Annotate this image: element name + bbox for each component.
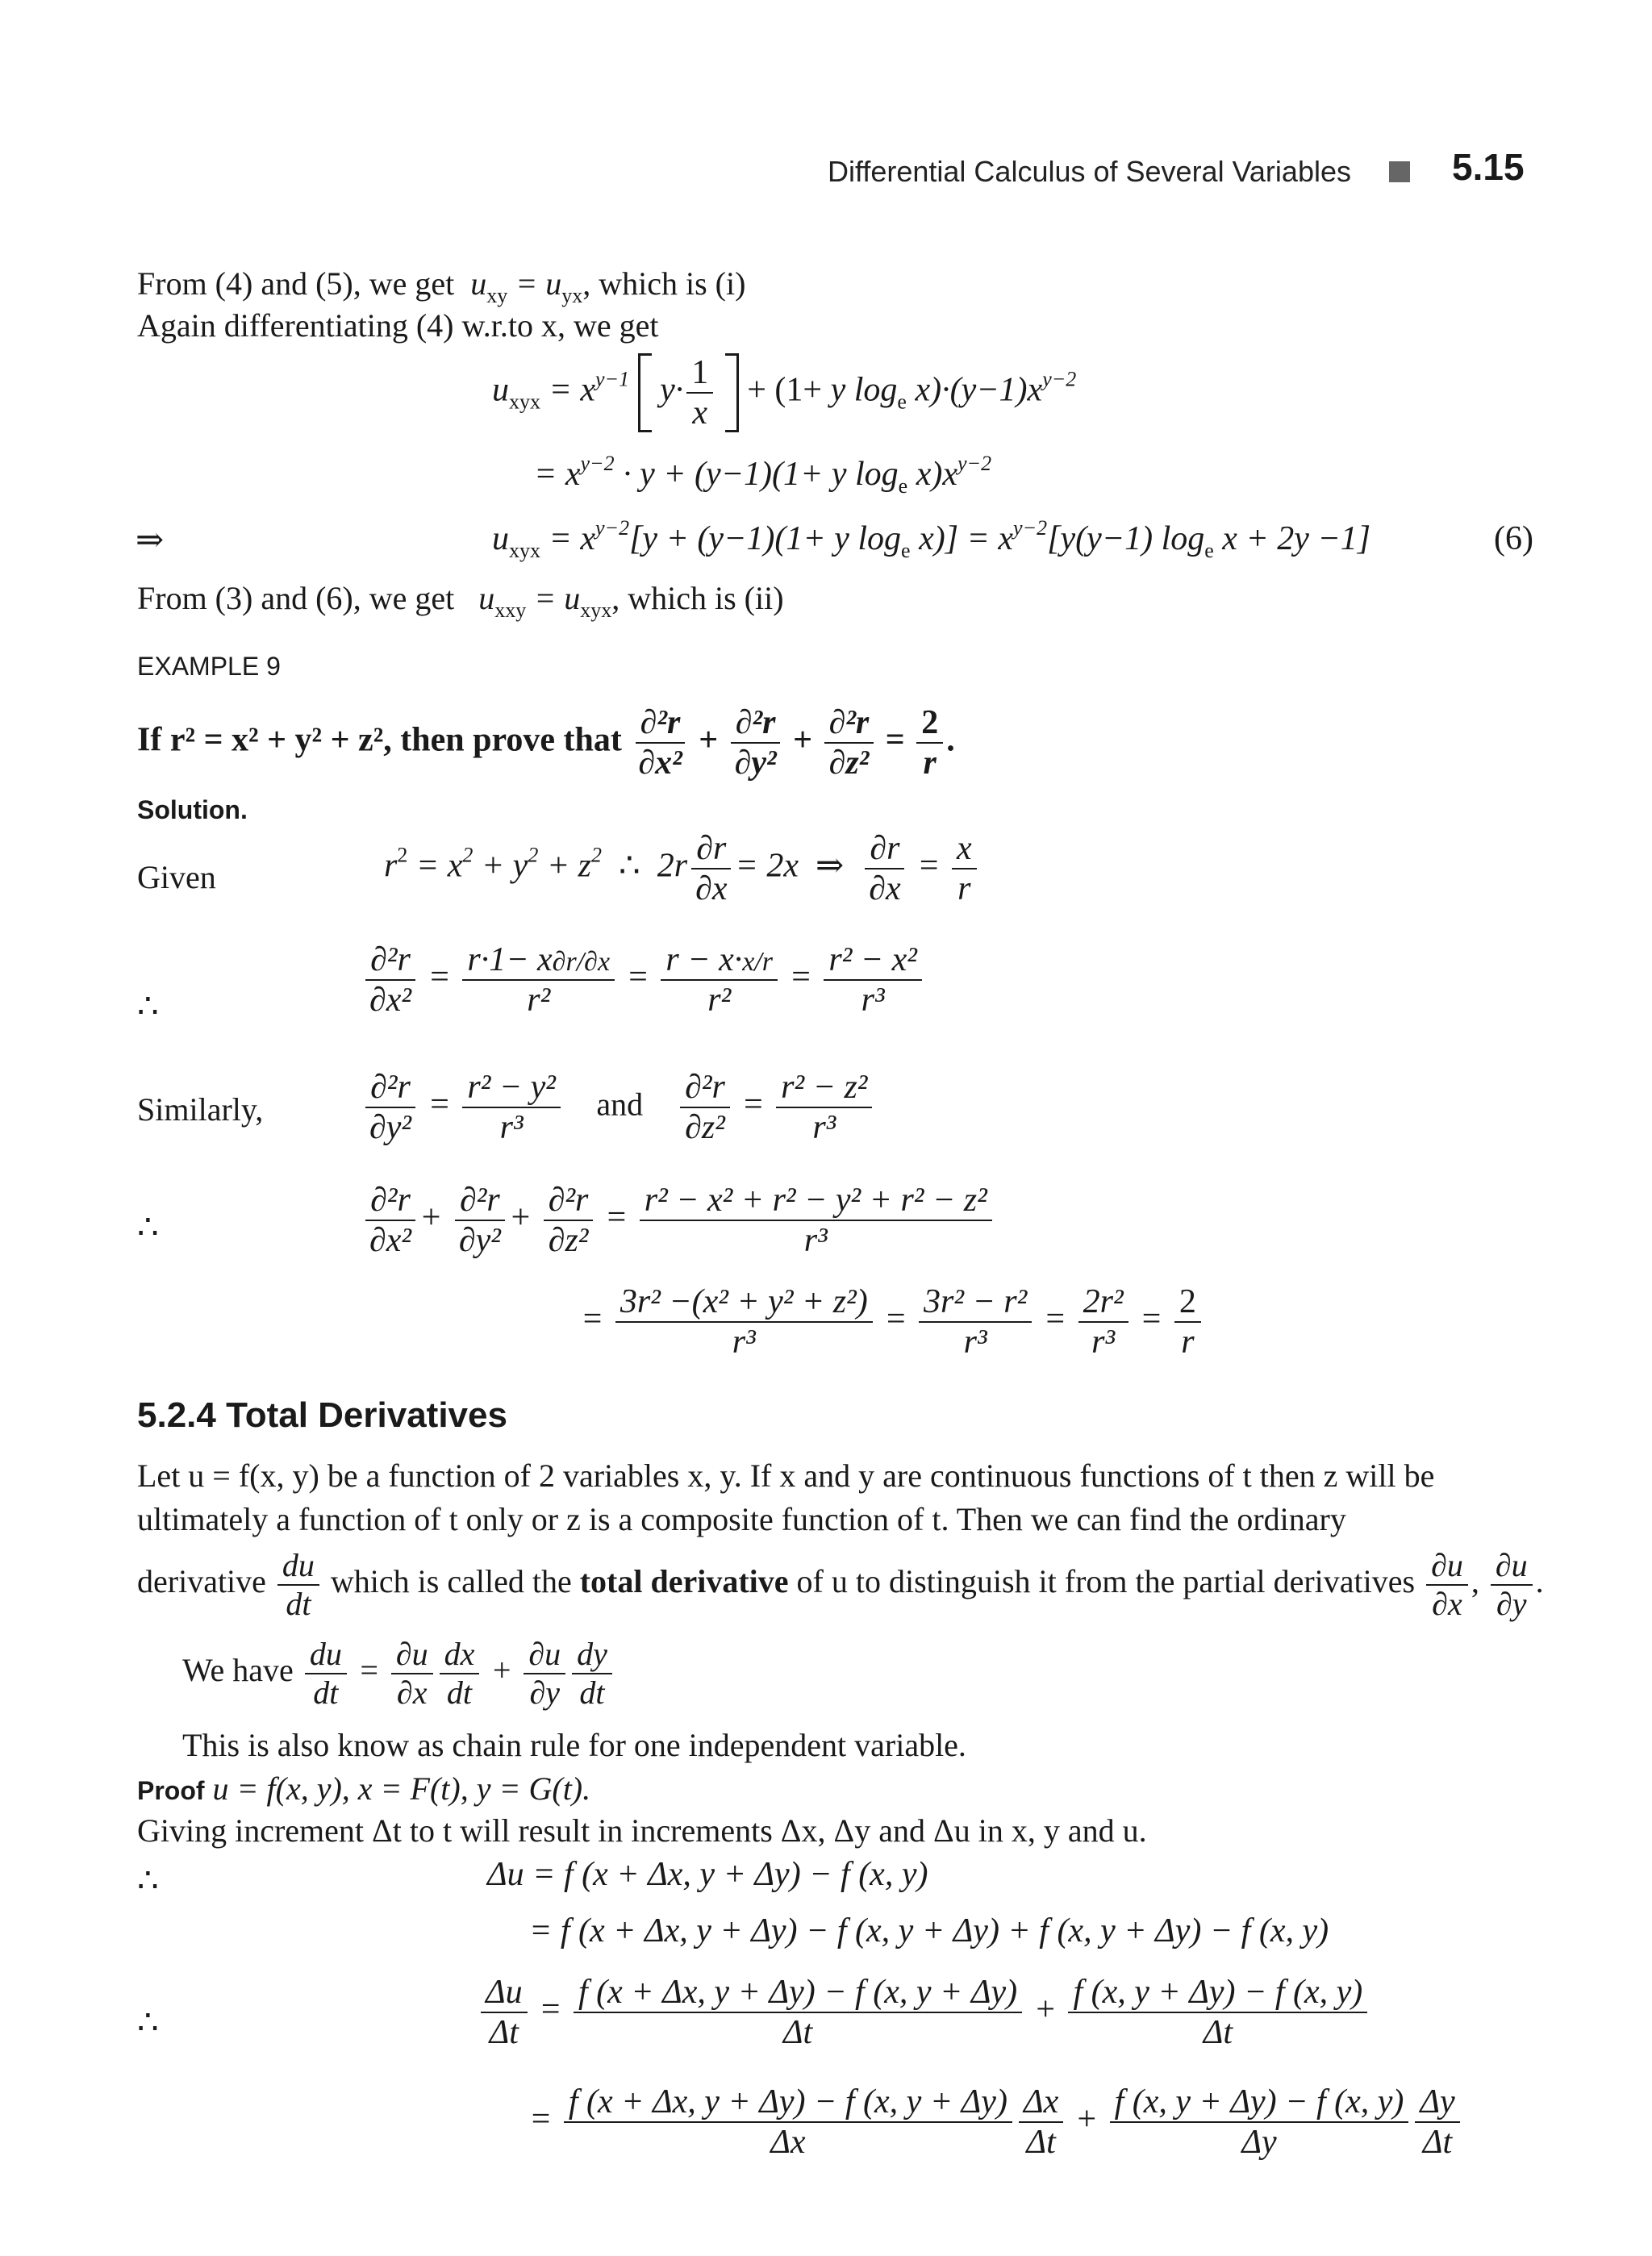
text: which is (i) <box>599 265 746 302</box>
bracket-right <box>725 353 739 432</box>
section-heading: 5.2.4 Total Derivatives <box>137 1395 507 1435</box>
equation-tag: (6) <box>1494 520 1533 557</box>
math-inline: $u_{xy} = u_{yx}$ <box>462 265 583 307</box>
equation: = $\frac{f (x + \Delta x, y + \Delta y) - f (x, y + \Delta y)}{\Delta x}$ $\frac{\Delta x}{\Delta t}$ + $\frac{f (x, y + \Delta y) - f (x, y)}{\Delta y}$ $\frac{\Delta y}{\Delta t}$ <box>529 2084 1463 2160</box>
paragraph-line: This is also know as chain rule for one independent variable. <box>182 1727 966 1763</box>
text: of u to distinguish it from the partial derivatives <box>796 1563 1416 1600</box>
fraction: $\frac{\text{2r²}}{\text{r³}}$ <box>1078 1284 1128 1360</box>
fraction: $\frac{f (x + \Delta x, y + \Delta y) - f (x, y + \Delta y)}{\Delta x}$ <box>564 2084 1012 2160</box>
fraction: $\frac{\text{r² − x² + r² − y² + r² − z²}}{\text{r³}}$ <box>640 1182 992 1258</box>
similarly-label: Similarly, <box>137 1091 264 1128</box>
fraction: $\frac{\text{3r² − r²}}{\text{r³}}$ <box>919 1284 1032 1360</box>
example-label: EXAMPLE 9 <box>137 652 281 681</box>
text: which is (ii) <box>628 580 784 616</box>
proof-text: u = f(x, y), x = F(t), y = G(t). <box>212 1770 591 1807</box>
equation: = $\frac{\text{3r² −(x² + y² + z²)}}{\text{r³}}$ = $\frac{\text{3r² − r²}}{\text{r³}}$ = $\frac{\text{2r²}}{\text{r³}}$ = $\frac{2}{r}$ <box>581 1284 1204 1360</box>
equation: = f (x + Δx, y + Δy) − f (x, y + Δy) + f (x, y + Δy) − f (x, y) <box>529 1912 1329 1950</box>
paragraph-line: derivative $\frac{du}{dt}$ which is called the total derivative of u to distinguish it from the partial derivatives $\frac{\partial u}{\partial x}$ , $\frac{\partial u}{\partial y}$ . <box>137 1547 1544 1622</box>
bracket-left <box>638 353 652 432</box>
fraction: $\frac{r\cdot 1- x\partial r/\partial x}{\text{r²}}$ <box>462 942 615 1018</box>
text: From (4) and (5), we get <box>137 265 455 302</box>
paragraph-line: Let u = f(x, y) be a function of 2 variables x, y. If x and y are continuous functions of t then z will be <box>137 1457 1435 1494</box>
fraction: $\frac{\text{∂²r}}{\text{∂y²}}$ <box>365 1070 416 1145</box>
fraction: $\frac{du}{dt}$ <box>277 1549 319 1621</box>
equation: $\frac{\Delta u}{\Delta t}$ = $\frac{f (x + \Delta x, y + \Delta y) - f (x, y + \Delta y)}{\Delta t}$ + $\frac{f (x, y + \Delta y) - f (x, y)}{\Delta t}$ <box>478 1975 1370 2050</box>
and-word: and <box>596 1086 644 1123</box>
paragraph-line: Giving increment Δt to t will result in increments Δx, Δy and Δu in x, y and u. <box>137 1812 1147 1849</box>
example-statement: If r² = x² + y² + z², then prove that $\frac{\text{∂²r}}{\text{∂x²}}$ + $\frac{\text{∂²r}}{\text{∂y²}}$ + $\frac{\text{∂²r}}{\text{∂z²}}$ = $\frac{2}{r}$ . <box>137 704 955 782</box>
equation: $\frac{\text{∂²r}}{\text{∂x²}}$ = $\frac{r\cdot 1- x\partial r/\partial x}{\text{r²}}$ = $\frac{r - x\cdot x/r}{\text{r²}}$ = $\frac{\text{r² − x²}}{\text{r³}}$ <box>361 942 925 1018</box>
fraction: $\frac{\text{r² − z²}}{\text{r³}}$ <box>776 1070 872 1145</box>
fraction: $\frac{\Delta y}{\Delta t}$ <box>1415 2084 1459 2160</box>
page-number: 5.15 <box>1452 146 1525 188</box>
equation: $u_{xyx} = x^{y-1}$ y· $\frac{1}{x}$ + (1+ y $\log_e x)\cdot(y-1)x^{y-2}$ <box>492 353 1077 432</box>
fraction: $\frac{\Delta u}{\Delta t}$ <box>481 1975 528 2050</box>
equation: $r^2 = x^2 + y^2 + z^2$ ∴ 2r $\frac{\partial r}{\partial x}$ = 2x ⇒ $\frac{\partial r}{\partial x}$ = $\frac{x}{r}$ <box>384 831 980 907</box>
proof-label: Proof <box>137 1776 205 1805</box>
fraction: $\frac{\text{∂²r}}{\text{∂y²}}$ <box>730 705 782 781</box>
equation: = $x^{y-2} \cdot y + (y-1)(1+ y$ $\log_e x)x^{y-2}$ <box>534 452 992 498</box>
equation: Δu = f (x + Δx, y + Δy) − f (x, y) <box>487 1856 928 1893</box>
text: From (3) and (6), we get <box>137 580 455 616</box>
therefore-symbol: ∴ <box>137 988 159 1025</box>
fraction: $\frac{dx}{dt}$ <box>440 1637 480 1710</box>
given-label: Given <box>137 859 216 895</box>
fraction: $\frac{\text{∂²r}}{\text{∂z²}}$ <box>824 705 874 781</box>
fraction: $\frac{f (x, y + \Delta y) - f (x, y)}{\Delta y}$ <box>1110 2084 1409 2160</box>
fraction: $\frac{\text{∂²r}}{\text{∂x²}}$ <box>633 705 686 781</box>
fraction: $\frac{\text{∂²r}}{\text{∂z²}}$ <box>680 1070 730 1145</box>
fraction: $\frac{\text{∂²r}}{\text{∂y²}}$ <box>454 1182 506 1258</box>
fraction: $\frac{r - x\cdot x/r}{\text{r²}}$ <box>661 942 778 1018</box>
math-inline: $u_{xxy} = u_{xyx}$ <box>462 580 612 622</box>
text: We have <box>182 1652 294 1689</box>
fraction: $\frac{1}{x}$ <box>686 355 713 431</box>
therefore-symbol: ∴ <box>137 2004 159 2041</box>
paragraph-line: ultimately a function of t only or z is a composite function of t. Then we can find the ordinary <box>137 1501 1346 1537</box>
fraction: $\frac{\partial u}{\partial x}$ <box>391 1637 433 1710</box>
fraction: $\frac{\partial r}{\partial x}$ <box>864 831 905 907</box>
equation: $u_{xyx} = x^{y-2}[y + (y-1)(1+ y$ $\log_e x)] = x^{y-2}[y(y-1)$ $\log_e x + 2y -1$] <box>492 516 1371 562</box>
fraction: $\frac{\partial u}{\partial x}$ <box>1426 1549 1468 1621</box>
fraction: $\frac{\partial u}{\partial y}$ <box>524 1637 565 1710</box>
equation: $\frac{\text{∂²r}}{\text{∂x²}}$ + $\frac{\text{∂²r}}{\text{∂y²}}$ + $\frac{\text{∂²r}}{\text{∂z²}}$ = $\frac{\text{r² − x² + r² − y² + r² − z²}}{\text{r³}}$ <box>361 1182 995 1258</box>
fraction: $\frac{\text{r² − x²}}{\text{r³}}$ <box>824 942 922 1018</box>
text: which is called the <box>330 1563 572 1600</box>
fraction: $\frac{dy}{dt}$ <box>572 1637 612 1710</box>
fraction: $\frac{\partial r}{\partial x}$ <box>690 831 732 907</box>
fraction: $\frac{\text{r² − y²}}{\text{r³}}$ <box>462 1070 561 1145</box>
fraction: $\frac{2}{r}$ <box>1174 1284 1201 1360</box>
fraction: $\frac{\Delta x}{\Delta t}$ <box>1019 2084 1063 2160</box>
equation-line: We have $\frac{du}{dt}$ = $\frac{\partial u}{\partial x}$ $\frac{dx}{dt}$ + $\frac{\partial u}{\partial y}$ $\frac{dy}{dt}$ <box>182 1637 615 1710</box>
header-square-icon <box>1389 161 1410 182</box>
fraction: $\frac{x}{r}$ <box>952 831 977 907</box>
running-header-title: Differential Calculus of Several Variables <box>828 155 1351 188</box>
text-line: From (3) and (6), we get $u_{xxy} = u_{xyx}$, which is (ii) <box>137 580 784 622</box>
fraction: $\frac{\text{∂²r}}{\text{∂x²}}$ <box>365 1182 416 1258</box>
solution-label: Solution. <box>137 795 248 824</box>
implies-symbol: ⇒ <box>136 522 165 559</box>
therefore-symbol: ∴ <box>137 1209 159 1246</box>
bold-term: total derivative <box>579 1563 789 1600</box>
text-line: From (4) and (5), we get $u_{xy} = u_{yx}$, which is (i) <box>137 265 746 307</box>
text: derivative <box>137 1563 266 1600</box>
fraction: $\frac{f (x, y + \Delta y) - f (x, y)}{\Delta t}$ <box>1068 1975 1367 2050</box>
fraction: $\frac{du}{dt}$ <box>305 1637 347 1710</box>
fraction: $\frac{\text{∂²r}}{\text{∂x²}}$ <box>365 942 416 1018</box>
fraction: $\frac{f (x + \Delta x, y + \Delta y) - f (x, y + \Delta y)}{\Delta t}$ <box>574 1975 1022 2050</box>
text-line: Again differentiating (4) w.r.to x, we get <box>137 307 659 344</box>
proof-line <box>137 1770 590 1810</box>
fraction: $\frac{\partial u}{\partial y}$ <box>1491 1549 1533 1621</box>
fraction: $\frac{\text{∂²r}}{\text{∂z²}}$ <box>544 1182 594 1258</box>
text: If r² = x² + y² + z², then prove that <box>137 721 622 759</box>
fraction: $\frac{\text{3r² −(x² + y² + z²)}}{\text{r³}}$ <box>615 1284 873 1360</box>
therefore-symbol: ∴ <box>137 1862 159 1899</box>
fraction: $\frac{2}{r}$ <box>916 705 943 781</box>
equation: $\frac{\text{∂²r}}{\text{∂y²}}$ = $\frac{\text{r² − y²}}{\text{r³}}$ and $\frac{\text{∂²r}}{\text{∂z²}}$ = $\frac{\text{r² − z²}}{\text{r³}}$ <box>361 1070 875 1145</box>
